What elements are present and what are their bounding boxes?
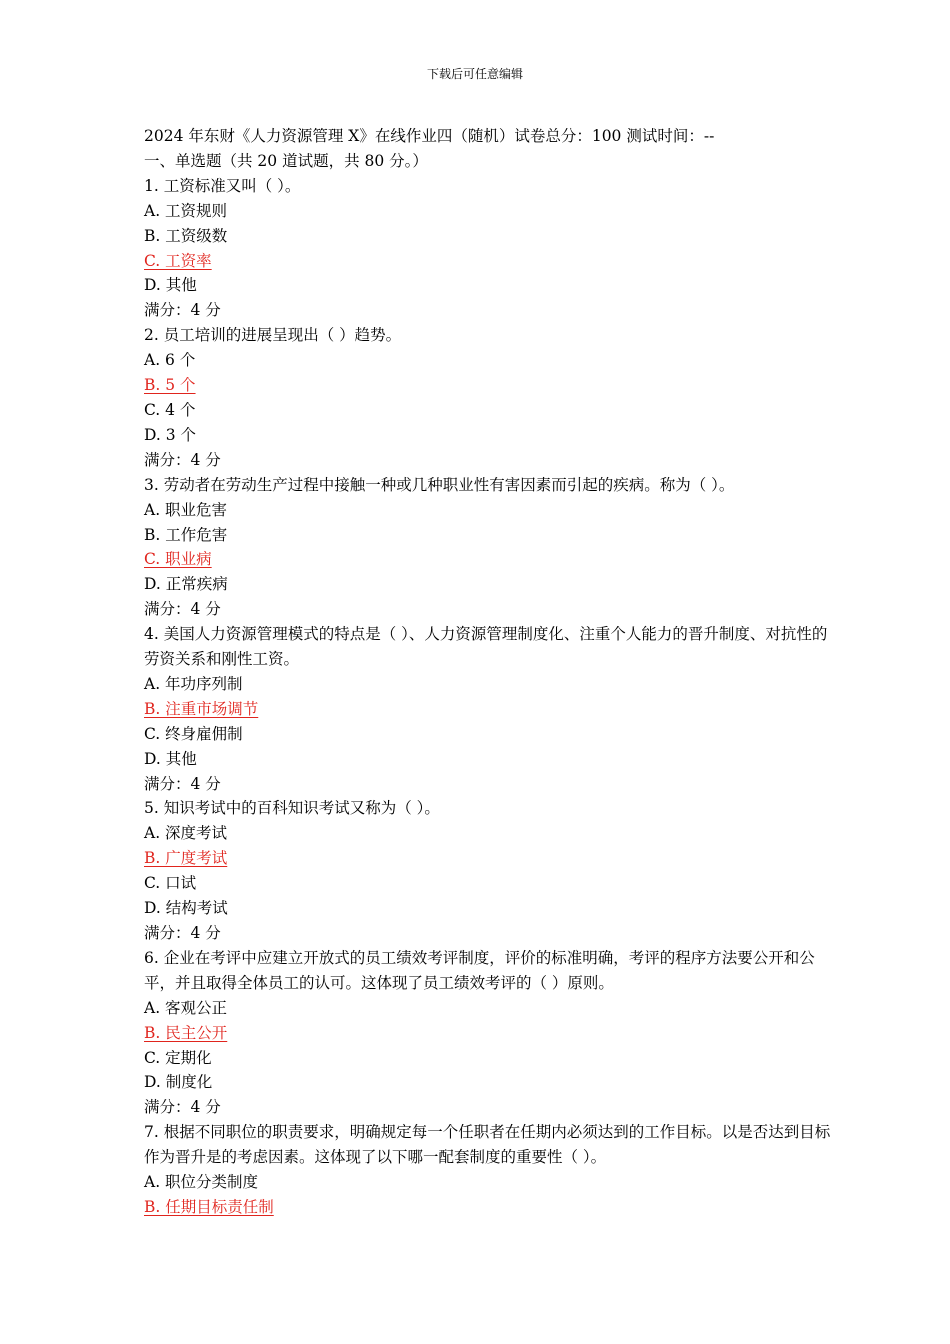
section-heading: 一、单选题（共 20 道试题，共 80 分。）: [144, 151, 428, 170]
option: [144, 348, 834, 373]
option: [144, 996, 834, 1021]
option-correct-answer: [144, 697, 834, 722]
option-label: D. 制度化: [144, 1073, 213, 1092]
option: [144, 224, 834, 249]
option-label: D. 其他: [144, 749, 197, 768]
option: [144, 398, 834, 423]
option: [144, 423, 834, 448]
option: [144, 1170, 834, 1195]
option-label: B. 广度考试: [144, 849, 228, 868]
option: [144, 273, 834, 298]
question-text: 3. 劳动者在劳动生产过程中接触一种或几种职业性有害因素而引起的疾病。称为（ ）。: [144, 475, 735, 494]
option-label: D. 3 个: [144, 425, 197, 444]
option: [144, 498, 834, 523]
option-label: A. 年功序列制: [144, 674, 243, 693]
option-label: B. 注重市场调节: [144, 699, 259, 718]
option-label: D. 结构考试: [144, 899, 228, 918]
option-correct-answer: [144, 373, 834, 398]
option: [144, 722, 834, 747]
option-label: A. 职位分类制度: [144, 1173, 259, 1192]
option-correct-answer: [144, 1195, 834, 1220]
question-block: [144, 796, 834, 945]
option-label: B. 5 个: [144, 376, 196, 395]
question-score: 满分：4 分: [144, 924, 221, 942]
option-label: D. 正常疾病: [144, 575, 228, 594]
option-label: A. 6 个: [144, 351, 196, 370]
question-text: 2. 员工培训的进展呈现出（ ）趋势。: [144, 326, 402, 345]
option: [144, 1046, 834, 1071]
question-score: 满分：4 分: [144, 301, 221, 320]
option-label: A. 工资规则: [144, 201, 228, 220]
option-label: B. 工作危害: [144, 525, 228, 544]
option-correct-answer: [144, 547, 834, 572]
question-score: 满分：4 分: [144, 600, 221, 619]
option: [144, 572, 834, 597]
option-correct-answer: [144, 846, 834, 871]
option: [144, 896, 834, 921]
option: [144, 672, 834, 697]
option: [144, 747, 834, 772]
option: [144, 821, 834, 846]
option-correct-answer: [144, 1021, 834, 1046]
option-label: B. 工资级数: [144, 226, 228, 245]
question-block: [144, 1120, 834, 1220]
question-block: [144, 622, 834, 796]
question-text: 5. 知识考试中的百科知识考试又称为（ ）。: [144, 799, 440, 818]
document-title: 2024 年东财《人力资源管理 X》在线作业四（随机）试卷总分：100 测试时间：--: [144, 127, 715, 145]
question-score: 满分：4 分: [144, 450, 221, 469]
option-label: A. 客观公正: [144, 998, 228, 1017]
document-body: [144, 124, 834, 1220]
option-label: A. 深度考试: [144, 824, 228, 843]
question-text: 6. 企业在考评中应建立开放式的员工绩效考评制度，评价的标准明确，考评的程序方法要公开和公平，并且取得全体员工的认可。这体现了员工绩效考评的（ ）原则。: [144, 948, 815, 992]
question-block: [144, 174, 834, 323]
option-label: B. 民主公开: [144, 1023, 228, 1042]
question-block: [144, 473, 834, 622]
option-label: C. 口试: [144, 874, 197, 893]
option: [144, 523, 834, 548]
option-label: C. 终身雇佣制: [144, 724, 243, 743]
option-label: C. 定期化: [144, 1048, 212, 1067]
option-correct-answer: [144, 249, 834, 274]
option-label: B. 任期目标责任制: [144, 1197, 274, 1216]
header-note: 下载后可任意编辑: [426, 67, 523, 81]
question-text: 4. 美国人力资源管理模式的特点是（ ）、人力资源管理制度化、注重个人能力的晋升制度、对抗性的劳资关系和刚性工资。: [144, 625, 828, 669]
option-label: A. 职业危害: [144, 500, 228, 519]
option: [144, 1070, 834, 1095]
question-block: [144, 323, 834, 472]
question-score: 满分：4 分: [144, 774, 221, 793]
question-score: 满分：4 分: [144, 1098, 221, 1117]
option: [144, 871, 834, 896]
option-label: D. 其他: [144, 276, 197, 295]
option-label: C. 工资率: [144, 251, 212, 270]
option-label: C. 4 个: [144, 400, 196, 419]
question-text: 1. 工资标准又叫（ ）。: [144, 176, 301, 195]
option: [144, 199, 834, 224]
option-label: C. 职业病: [144, 550, 212, 569]
question-list: [144, 174, 834, 1220]
question-text: 7. 根据不同职位的职责要求，明确规定每一个任职者在任期内必须达到的工作目标。以是否达到目标作为晋升是的考虑因素。这体现了以下哪一配套制度的重要性（ ）。: [144, 1123, 831, 1167]
question-block: [144, 946, 834, 1120]
